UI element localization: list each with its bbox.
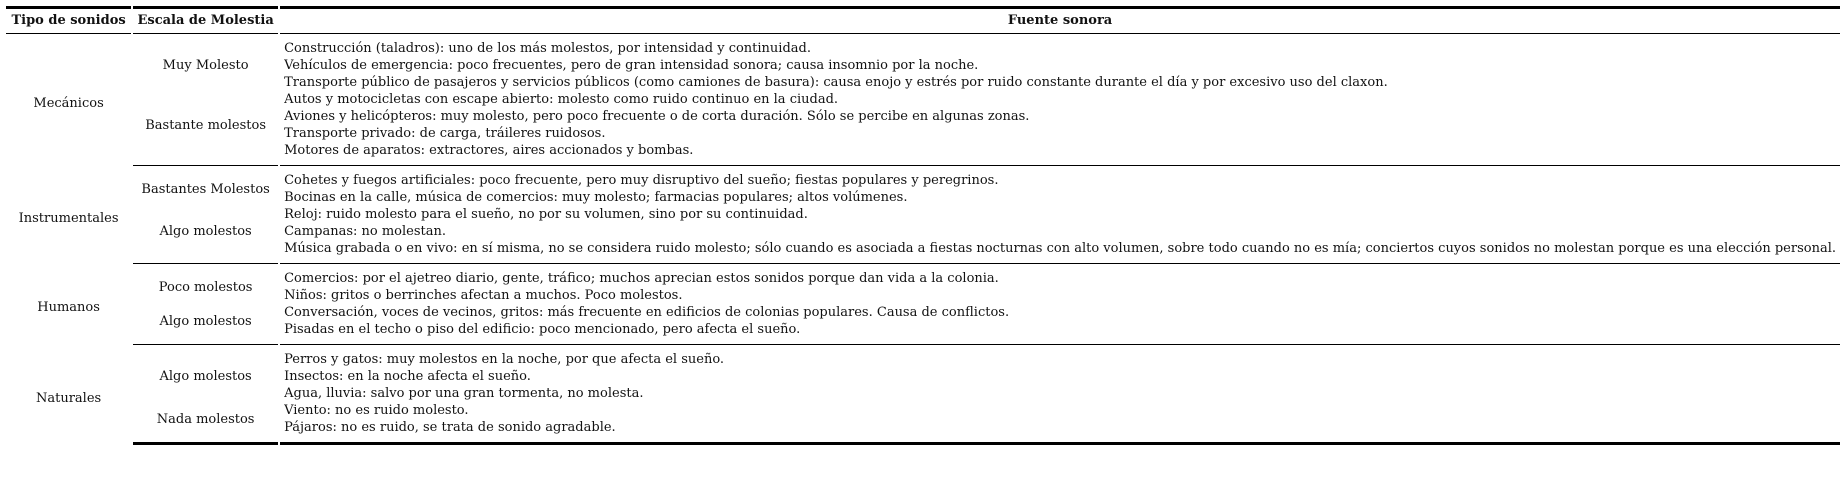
sound-source-cell (280, 264, 1840, 304)
annoyance-scale-cell: Muy Molesto (162, 58, 249, 73)
sound-source-line: Vehículos de emergencia: poco frecuentes, pero de gran intensidad sonora; causa insomnio por la noche. (284, 58, 979, 73)
sound-source-line: Pisadas en el techo o piso del edificio: poco mencionado, pero afecta el sueño. (284, 322, 801, 337)
sound-source-line: Construcción (taladros): uno de los más molestos, por intensidad y continuidad. (284, 41, 811, 56)
sound-source-line: Agua, lluvia: salvo por una gran tormenta, no molesta. (284, 386, 644, 401)
sound-source-line: Campanas: no molestan. (284, 224, 446, 239)
annoyance-scale-cell: Algo molestos (133, 206, 277, 264)
sound-source-cell (280, 166, 1840, 206)
sound-source-cell (280, 345, 1840, 402)
header-type: Tipo de sonidos (6, 6, 131, 34)
sound-sources-table (6, 6, 1840, 445)
sound-source-line: Niños: gritos o berrinches afectan a muchos. Poco molestos. (284, 288, 683, 303)
sound-source-cell (280, 304, 1840, 345)
sound-type-cell: Humanos (37, 300, 100, 315)
sound-source-cell (280, 402, 1840, 445)
annoyance-scale-cell: Poco molestos (158, 279, 253, 295)
sound-source-line: Transporte público de pasajeros y servicios públicos (como camiones de basura): causa enojo y estrés por ruido constante durante el día y por excesivo uso del claxon. (284, 75, 1388, 90)
annoyance-scale-cell: Bastantes Molestos (141, 181, 270, 197)
sound-type-cell: Mecánicos (33, 95, 104, 111)
header-row (6, 6, 1840, 34)
sound-source-line: Autos y motocicletas con escape abierto: molesto como ruido continuo en la ciudad. (284, 92, 839, 107)
sound-source-line: Conversación, voces de vecinos, gritos: más frecuente en edificios de colonias populares. Causa de conflictos. (284, 305, 1010, 320)
table-row (6, 206, 1840, 264)
table-row (6, 34, 1840, 91)
table-row (6, 304, 1840, 345)
sound-source-cell (280, 91, 1840, 166)
header-scale: Escala de Molestia (133, 6, 277, 34)
sound-source-line: Motores de aparatos: extractores, aires accionados y bombas. (284, 143, 694, 158)
sound-source-line: Comercios: por el ajetreo diario, gente, tráfico; muchos aprecian estos sonidos porque dan vida a la colonia. (284, 271, 999, 286)
table-row (6, 264, 1840, 304)
sound-source-line: Insectos: en la noche afecta el sueño. (284, 369, 531, 384)
sound-source-cell (280, 34, 1840, 91)
table-row (6, 402, 1840, 445)
sound-source-line: Cohetes y fuegos artificiales: poco frecuente, pero muy disruptivo del sueño; fiestas populares y peregrinos. (284, 173, 999, 188)
sound-source-line: Viento: no es ruido molesto. (284, 403, 469, 418)
sound-source-line: Reloj: ruido molesto para el sueño, no por su volumen, sino por su continuidad. (284, 207, 808, 222)
sound-source-line: Bocinas en la calle, música de comercios: muy molesto; farmacias populares; altos volúmenes. (284, 190, 908, 205)
sound-source-cell (280, 206, 1840, 264)
table-row (6, 166, 1840, 206)
sound-type-cell: Instrumentales (18, 210, 119, 226)
table-body (6, 34, 1840, 445)
sound-source-line: Pájaros: no es ruido, se trata de sonido agradable. (284, 420, 616, 435)
sound-type-cell: Naturales (35, 390, 102, 406)
sound-source-line: Aviones y helicópteros: muy molesto, pero poco frecuente o de corta duración. Sólo se percibe en algunas zonas. (284, 109, 1030, 124)
table-row (6, 91, 1840, 166)
table-row (6, 345, 1840, 402)
sound-source-line: Transporte privado: de carga, tráileres ruidosos. (284, 126, 606, 141)
annoyance-scale-cell: Nada molestos (133, 402, 277, 445)
header-source: Fuente sonora (280, 6, 1840, 34)
sound-source-line: Perros y gatos: muy molestos en la noche, por que afecta el sueño. (284, 352, 725, 367)
annoyance-scale-cell: Algo molestos (159, 369, 252, 384)
annoyance-scale-cell: Algo molestos (133, 304, 277, 345)
annoyance-scale-cell: Bastante molestos (133, 91, 277, 166)
sound-source-line: Música grabada o en vivo: en sí misma, no se considera ruido molesto; sólo cuando es asociada a fiestas nocturnas con alto volumen, sobre todo cuando no es mía; conciertos cuyos sonidos no molestan porque es una elección personal. (284, 241, 1836, 256)
